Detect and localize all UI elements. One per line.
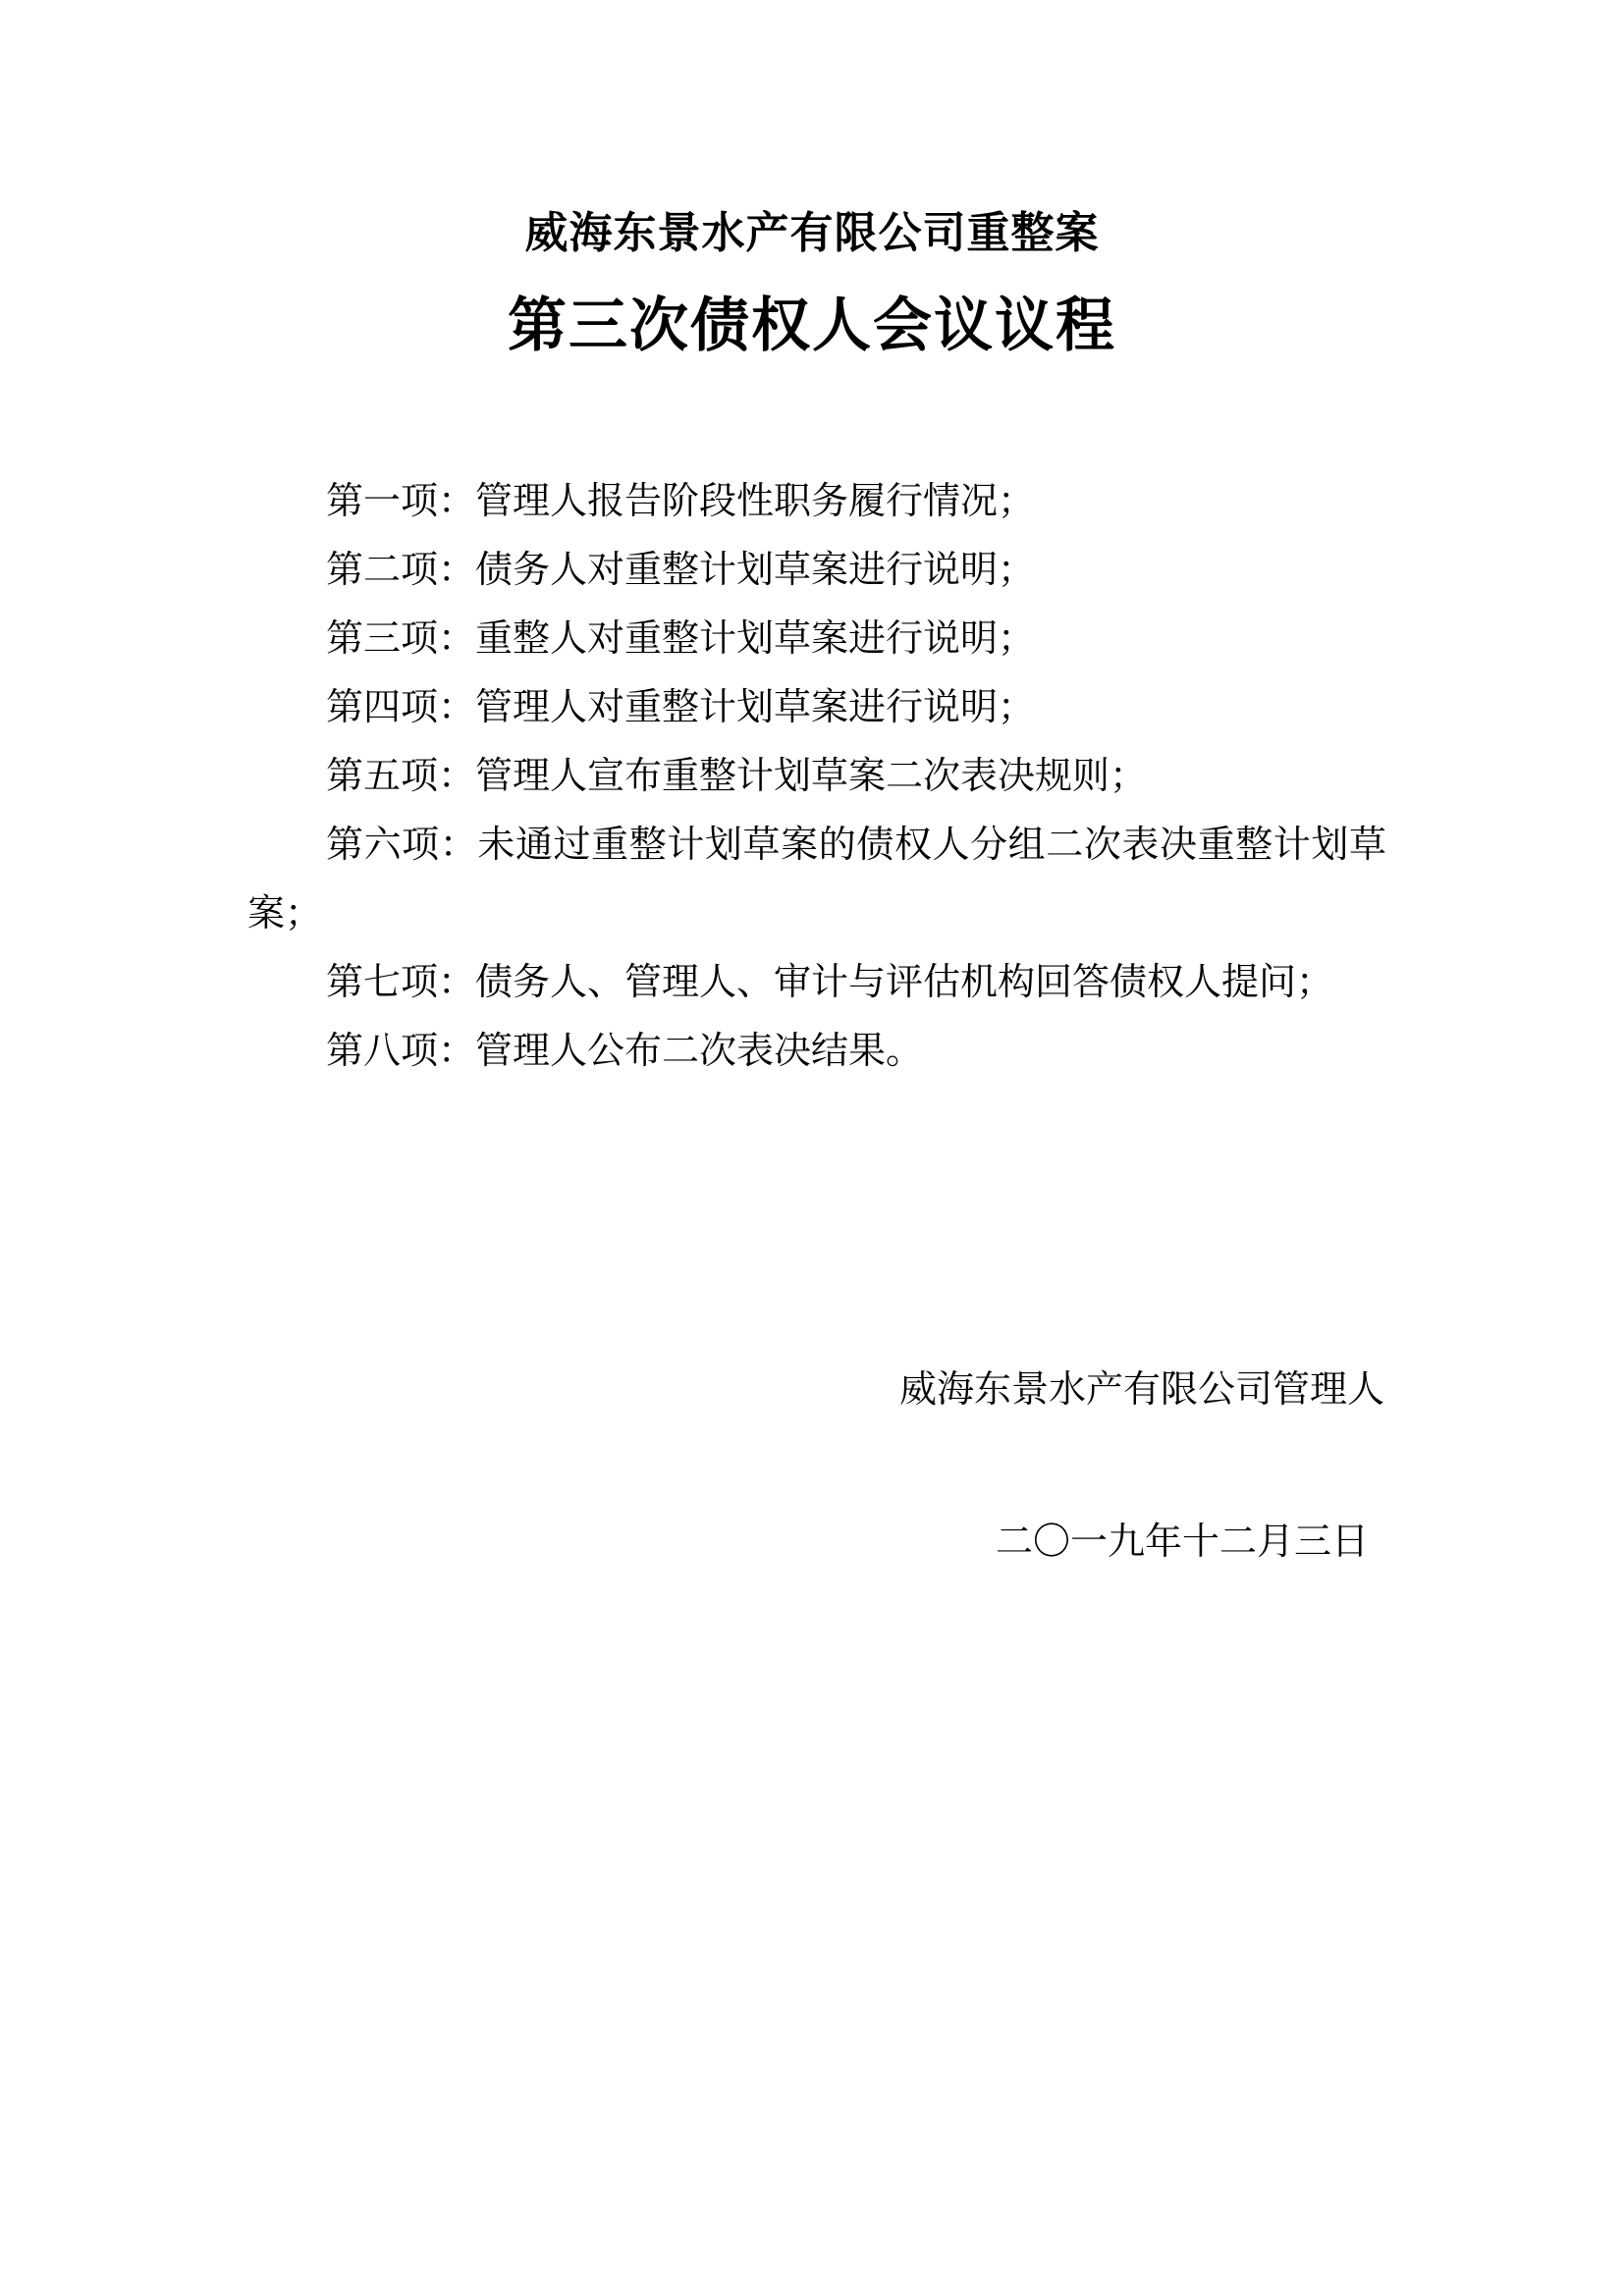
agenda-item-6: 第六项：未通过重整计划草案的债权人分组二次表决重整计划草案；	[247, 823, 1386, 934]
signature-organization: 威海东景水产有限公司管理人	[898, 1367, 1384, 1411]
agenda-item-3: 第三项：重整人对重整计划草案进行说明；	[326, 616, 1036, 660]
agenda-item-5: 第五项：管理人宣布重整计划草案二次表决规则；	[326, 754, 1148, 797]
agenda-item-8: 第八项：管理人公布二次表决结果。	[326, 1029, 924, 1072]
agenda-item-1: 第一项：管理人报告阶段性职务履行情况；	[326, 479, 1036, 522]
agenda-item-2: 第二项：债务人对重整计划草案进行说明；	[326, 548, 1036, 591]
agenda-list	[247, 466, 1386, 1085]
document-date: 二〇一九年十二月三日	[995, 1520, 1369, 1563]
agenda-item-7: 第七项：债务人、管理人、审计与评估机构回答债权人提问；	[326, 960, 1334, 1003]
agenda-item-4: 第四项：管理人对重整计划草案进行说明；	[326, 685, 1036, 728]
document-title-case: 威海东景水产有限公司重整案	[524, 208, 1100, 258]
document-title-agenda: 第三次债权人会议议程	[508, 292, 1116, 360]
